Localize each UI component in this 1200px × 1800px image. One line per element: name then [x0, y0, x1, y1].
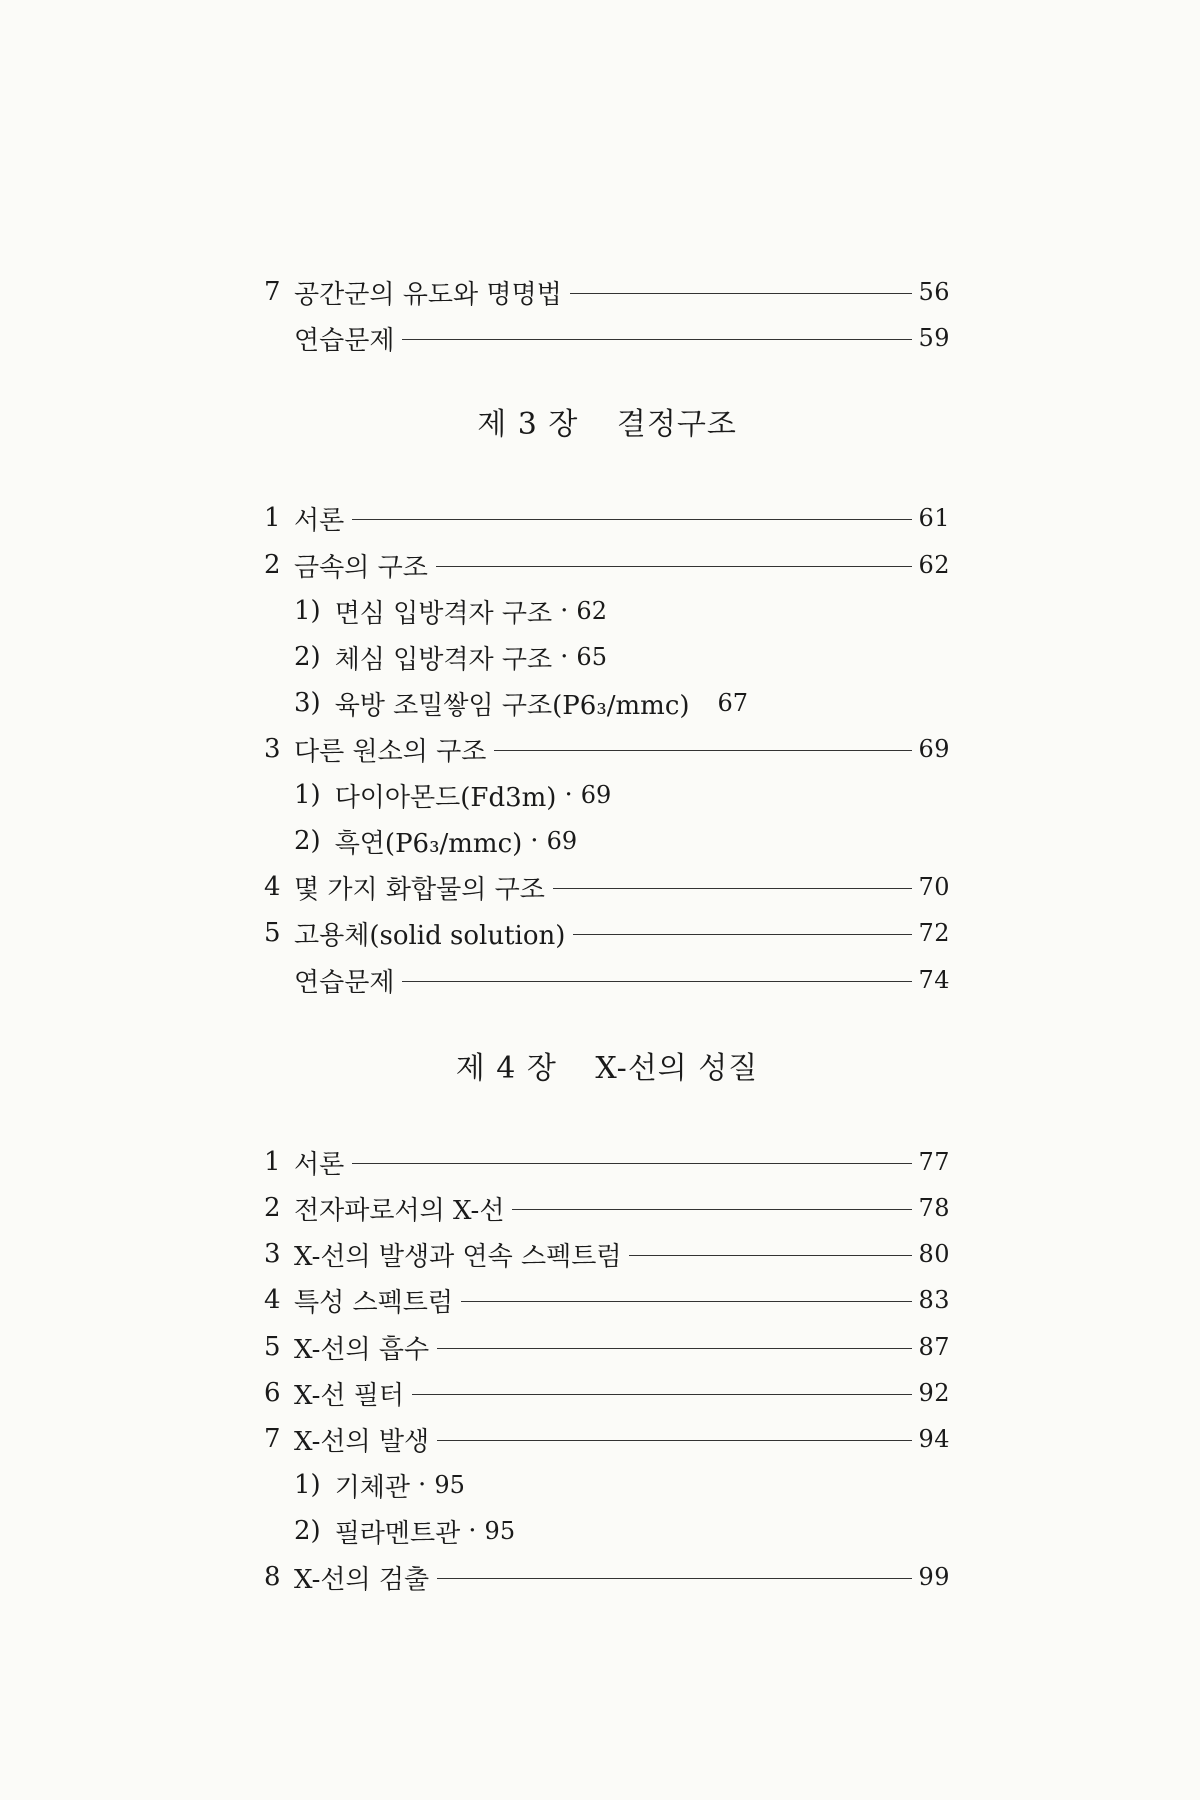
entry-page: 99	[918, 1563, 950, 1591]
toc-subentry[interactable]	[294, 1465, 465, 1505]
toc-entry[interactable]	[264, 729, 950, 769]
entry-number: 5	[264, 918, 281, 948]
entry-number: 1	[264, 1147, 281, 1177]
entry-number: 2	[264, 1193, 281, 1223]
entry-number: 5	[264, 1332, 281, 1362]
dot-leader	[573, 934, 912, 935]
subentry-title: 기체관	[334, 1472, 411, 1503]
toc-subentry[interactable]	[294, 1511, 515, 1551]
subentry-page: 65	[576, 643, 607, 671]
dot-leader	[437, 1578, 912, 1579]
subentry-title: 체심 입방격자 구조	[334, 644, 553, 675]
toc-entry[interactable]	[264, 1234, 950, 1274]
chapter-label: 제 3 장	[477, 407, 579, 442]
dot-leader	[352, 1163, 912, 1164]
chapter-label: 제 4 장	[455, 1051, 557, 1086]
subentry-title: 필라멘트관	[334, 1518, 461, 1549]
toc-entry-exercise[interactable]	[294, 318, 950, 358]
entry-title: 공간군의 유도와 명명법	[294, 279, 562, 310]
dot-leader	[629, 1255, 912, 1256]
toc-entry[interactable]	[264, 1142, 950, 1182]
toc-subentry[interactable]	[294, 775, 611, 815]
subentry-page: 62	[576, 597, 607, 625]
entry-number: 3	[264, 1239, 281, 1269]
entry-number: 3	[264, 734, 281, 764]
subentry-page: 95	[484, 1517, 516, 1545]
subentry-number: 3)	[294, 688, 321, 718]
subentry-separator: ·	[468, 1516, 477, 1546]
entry-number: 8	[264, 1562, 281, 1592]
entry-page: 74	[918, 966, 950, 994]
chapter-heading	[264, 1047, 950, 1091]
subentry-title: 다이아몬드(Fd3m)	[334, 782, 557, 813]
subentry-separator: ·	[418, 1470, 427, 1500]
entry-title: X-선 필터	[294, 1380, 404, 1411]
entry-page: 87	[918, 1333, 950, 1361]
toc-entry[interactable]	[264, 1557, 950, 1597]
subentry-title: 면심 입방격자 구조	[334, 598, 553, 629]
chapter-heading	[264, 403, 950, 447]
subentry-title: 흑연(P6₃/mmc)	[334, 828, 523, 859]
entry-number: 7	[264, 1424, 281, 1454]
subentry-separator: ·	[564, 780, 573, 810]
entry-title: 다른 원소의 구조	[294, 736, 487, 767]
entry-page: 69	[918, 735, 950, 763]
entry-title: 연습문제	[294, 967, 395, 998]
subentry-page: 69	[580, 781, 612, 809]
subentry-title: 육방 조밀쌓임 구조(P6₃/mmc)	[334, 690, 690, 721]
dot-leader	[494, 750, 912, 751]
dot-leader	[402, 339, 912, 340]
toc-entry[interactable]	[264, 272, 950, 312]
subentry-separator: ·	[530, 826, 539, 856]
subentry-number: 2)	[294, 642, 321, 672]
chapter-title: 결정구조	[616, 407, 737, 442]
dot-leader	[436, 566, 913, 567]
dot-leader	[570, 293, 913, 294]
entry-title: 서론	[294, 1149, 345, 1180]
entry-page: 78	[918, 1194, 950, 1222]
subentry-separator: ·	[560, 642, 569, 672]
toc-entry[interactable]	[264, 1419, 950, 1459]
entry-title: X-선의 검출	[294, 1564, 430, 1595]
subentry-number: 1)	[294, 780, 321, 810]
toc-entry-exercise[interactable]	[294, 960, 950, 1000]
entry-title: X-선의 흡수	[294, 1334, 430, 1365]
dot-leader	[402, 981, 912, 982]
dot-leader	[512, 1209, 912, 1210]
entry-page: 94	[918, 1425, 950, 1453]
toc-subentry[interactable]	[294, 637, 607, 677]
dot-leader	[461, 1301, 912, 1302]
toc-entry[interactable]	[264, 1188, 950, 1228]
entry-title: 금속의 구조	[294, 552, 428, 583]
entry-number: 6	[264, 1378, 281, 1408]
toc-entry[interactable]	[264, 1327, 950, 1367]
entry-page: 92	[918, 1379, 950, 1407]
entry-number: 7	[264, 277, 281, 307]
entry-page: 61	[918, 504, 950, 532]
entry-page: 70	[918, 873, 950, 901]
subentry-page: 67	[717, 689, 749, 717]
subentry-page: 95	[434, 1471, 465, 1499]
dot-leader	[437, 1348, 912, 1349]
toc-subentry[interactable]	[294, 591, 607, 631]
dot-leader	[553, 888, 913, 889]
entry-page: 56	[918, 278, 950, 306]
toc-entry[interactable]	[264, 1280, 950, 1320]
toc-entry[interactable]	[264, 867, 950, 907]
subentry-number: 1)	[294, 1470, 321, 1500]
entry-title: 연습문제	[294, 325, 395, 356]
entry-title: 서론	[294, 505, 345, 536]
entry-title: X-선의 발생과 연속 스펙트럼	[294, 1241, 622, 1272]
entry-page: 80	[918, 1240, 950, 1268]
entry-number: 2	[264, 550, 281, 580]
subentry-page: 69	[546, 827, 578, 855]
entry-page: 77	[918, 1148, 950, 1176]
dot-leader	[437, 1440, 912, 1441]
subentry-number: 2)	[294, 1516, 321, 1546]
toc-entry[interactable]	[264, 498, 950, 538]
entry-page: 59	[918, 324, 950, 352]
dot-leader	[352, 519, 912, 520]
toc-entry[interactable]	[264, 545, 950, 585]
entry-number: 1	[264, 503, 281, 533]
entry-title: X-선의 발생	[294, 1426, 430, 1457]
entry-title: 고용체(solid solution)	[294, 920, 566, 951]
subentry-number: 2)	[294, 826, 321, 856]
entry-page: 72	[918, 919, 950, 947]
entry-title: 특성 스펙트럼	[294, 1287, 453, 1318]
entry-number: 4	[264, 1285, 281, 1315]
toc-entry[interactable]	[264, 1373, 950, 1413]
toc-entry[interactable]	[264, 913, 950, 953]
entry-title: 전자파로서의 X-선	[294, 1195, 505, 1226]
entry-page: 83	[918, 1286, 950, 1314]
entry-page: 62	[918, 551, 950, 579]
toc-subentry[interactable]	[294, 821, 577, 861]
entry-title: 몇 가지 화합물의 구조	[294, 874, 545, 905]
chapter-title: X-선의 성질	[595, 1051, 759, 1086]
entry-number: 4	[264, 872, 281, 902]
dot-leader	[412, 1394, 912, 1395]
subentry-separator: ·	[560, 596, 569, 626]
subentry-number: 1)	[294, 596, 321, 626]
toc-subentry[interactable]	[294, 683, 748, 723]
